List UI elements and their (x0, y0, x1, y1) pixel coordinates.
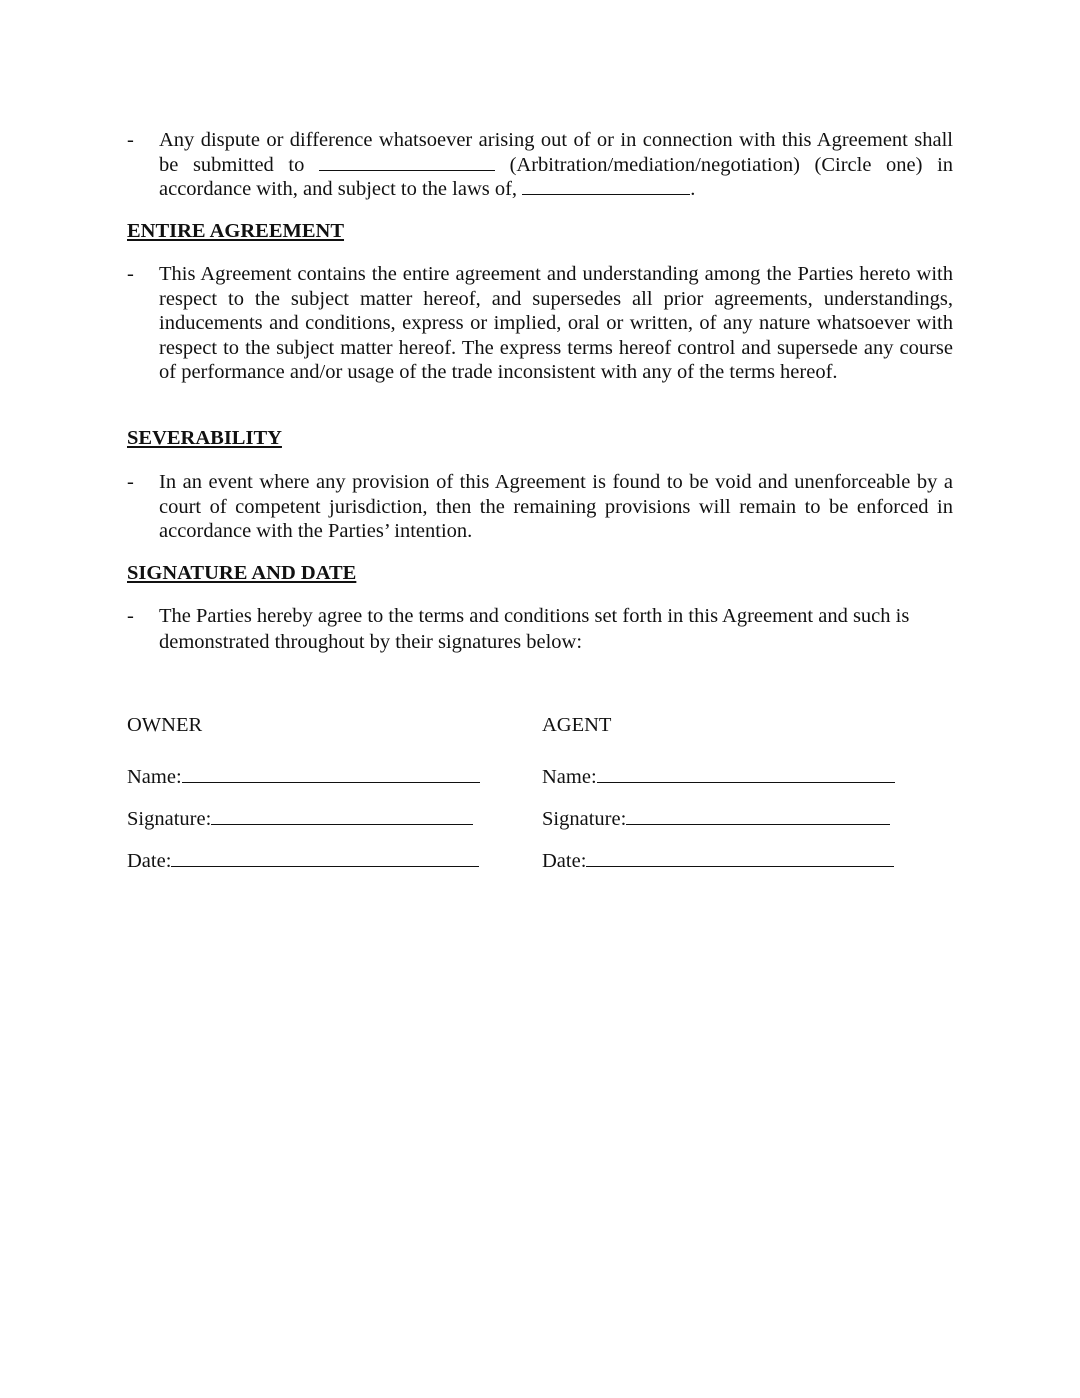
bullet-dash: - (127, 471, 134, 493)
agent-name-field[interactable] (597, 764, 895, 783)
owner-signature-line (127, 806, 473, 831)
severability-heading: SEVERABILITY (127, 427, 282, 449)
dispute-method-blank[interactable] (319, 169, 495, 171)
bullet-dash: - (127, 129, 134, 151)
dispute-clause (127, 128, 953, 202)
agent-signature-line (542, 806, 890, 831)
severability-clause (127, 470, 953, 544)
entire-agreement-clause (127, 262, 953, 385)
owner-signature-field[interactable] (211, 806, 473, 825)
entire-agreement-heading: ENTIRE AGREEMENT (127, 220, 345, 242)
owner-name-label: Name: (127, 766, 182, 788)
agent-signature-label: Signature: (542, 808, 627, 830)
agent-name-label: Name: (542, 766, 597, 788)
signature-clause (127, 603, 953, 655)
signature-date-heading: SIGNATURE AND DATE (127, 562, 357, 584)
owner-name-field[interactable] (182, 764, 480, 783)
owner-date-field[interactable] (171, 848, 479, 867)
agent-date-label: Date: (542, 850, 587, 872)
owner-title: OWNER (127, 714, 203, 736)
dispute-text-part1: Any dispute or difference whatsoever arising out of or in connection with this Agreement shall be submitted to (159, 129, 953, 176)
governing-law-blank[interactable] (522, 193, 690, 195)
owner-signature-label: Signature: (127, 808, 212, 830)
signature-clause-text: The Parties hereby agree to the terms and conditions set forth in this Agreement and such is demonstrated throughout by their signatures below: (159, 605, 910, 653)
bullet-dash: - (127, 263, 134, 285)
dispute-text-part2: (Arbitration/mediation/negotiation) (Circle one) in accordance with, and subject to the laws of, (159, 153, 954, 200)
agent-title: AGENT (542, 714, 612, 736)
agent-date-line (542, 848, 894, 873)
agent-signature-field[interactable] (626, 806, 890, 825)
agent-date-field[interactable] (586, 848, 894, 867)
dispute-text-part3: . (690, 178, 696, 200)
agent-name-line (542, 764, 895, 789)
dispute-text (159, 128, 953, 202)
owner-date-line (127, 848, 479, 873)
bullet-dash: - (127, 605, 134, 627)
entire-agreement-text: This Agreement contains the entire agreement and understanding among the Parties hereto with respect to the subject matter hereof, and supersedes all prior agreements, understandings, inducements and conditions, express or implied, oral or written, of any nature whatsoever with respect to the subject matter hereof. The express terms hereof control and supersede any course of performance and/or usage of the trade inconsistent with any of the terms hereof. (159, 263, 953, 383)
severability-text: In an event where any provision of this Agreement is found to be void and unenforceable by a court of competent jurisdiction, then the remaining provisions will remain to be enforced in accordance with the Parties’ intention. (159, 471, 953, 542)
owner-name-line (127, 764, 480, 789)
owner-date-label: Date: (127, 850, 172, 872)
